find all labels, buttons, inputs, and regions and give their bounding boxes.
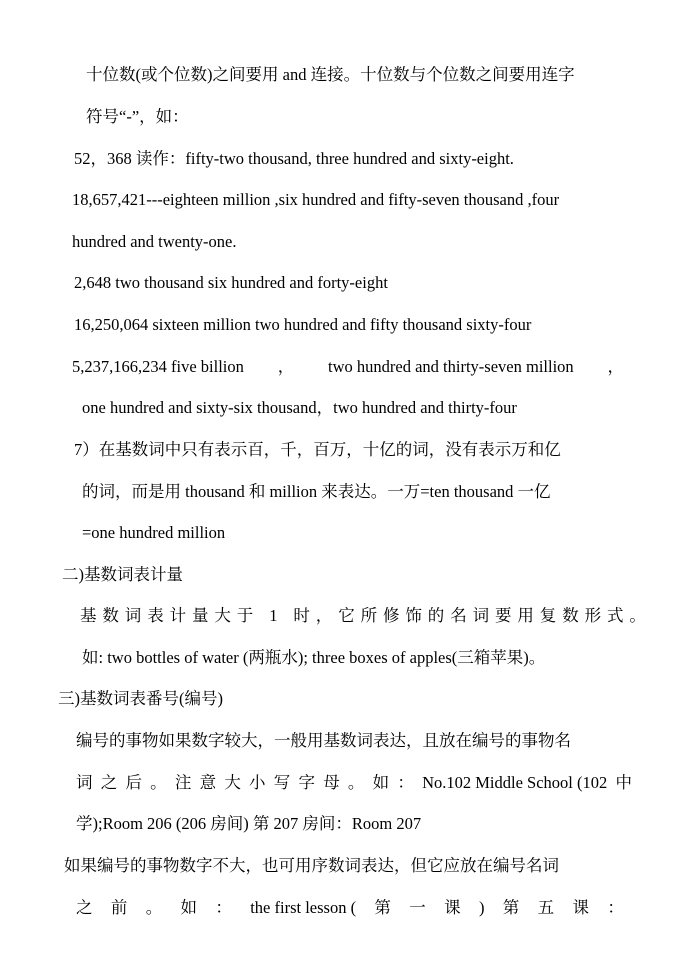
text-line-21-part-6: the first lesson ( [250, 898, 357, 917]
text-line-18-part-15: No.102 Middle School (102 [422, 773, 608, 792]
text-line-4: 18,657,421---eighteen million ,six hundred and fifty-seven thousand ,four [72, 190, 560, 209]
text-line-18-part-16: 中 [615, 773, 632, 792]
text-line-20: 如果编号的事物数字不大，也可用序数词表达，但它应放在编号名词 [64, 856, 559, 875]
text-line-6: 2,648 two thousand six hundred and forty-eight [74, 273, 388, 292]
text-line-21-part-12: 五 [537, 898, 555, 917]
text-line-18-part-7: 大 [224, 773, 241, 792]
text-line-18-part-12: 。 [347, 773, 365, 792]
text-line-18-part-6: 意 [199, 773, 217, 792]
text-line-8 [72, 356, 624, 378]
text-line-18-part-11: 母 [323, 773, 340, 792]
text-line-21-part-7: 第 [374, 898, 391, 917]
text-line-18-part-3: 后 [125, 773, 142, 792]
text-line-21-part-14: ： [607, 898, 624, 917]
section-heading-2: 二)基数词表计量 [62, 565, 183, 584]
text-line-21 [76, 897, 624, 919]
text-line-21-part-2: 前 [110, 898, 128, 917]
text-line-21-part-5: ： [215, 898, 232, 917]
text-line-7: 16,250,064 sixteen million two hundred and fifty thousand sixty-four [74, 315, 532, 334]
text-line-18-part-4: 。 [150, 773, 167, 792]
text-line-9: one hundred and sixty-six thousand，two hundred and thirty-four [82, 398, 517, 417]
text-line-21-part-11: 第 [502, 898, 520, 917]
text-line-8-part-3: two hundred and thirty-seven million [328, 357, 574, 376]
text-line-15: 如: two bottles of water (两瓶水); three boxes of apples(三箱苹果)。 [82, 648, 546, 667]
text-line-1: 十位数(或个位数)之间要用 and 连接。十位数与个位数之间要用连字 [86, 65, 575, 84]
text-line-19: 学);Room 206 (206 房间) 第 207 房间：Room 207 [76, 814, 422, 833]
text-line-10: 7）在基数词中只有表示百，千，百万，十亿的词，没有表示万和亿 [74, 440, 561, 459]
text-line-21-part-9: 课 [444, 898, 461, 917]
text-line-2: 符号“-”，如： [86, 107, 189, 126]
text-line-8-part-4: ， [607, 357, 624, 376]
text-line-3: 52，368 读作：fifty-two thousand, three hundred and sixty-eight. [74, 149, 514, 168]
text-line-21-part-1: 之 [76, 898, 93, 917]
text-line-21-part-8: 一 [409, 898, 426, 917]
text-line-18-part-2: 之 [100, 773, 118, 792]
section-heading-3: 三)基数词表番号(编号) [58, 689, 223, 708]
text-line-11: 的词，而是用 thousand 和 million 来表达。一万=ten thousand 一亿 [82, 482, 551, 501]
text-line-18-part-13: 如 [372, 773, 390, 792]
text-line-17: 编号的事物如果数字较大，一般用基数词表达，且放在编号的事物名 [76, 731, 571, 750]
text-line-21-part-13: 课 [572, 898, 589, 917]
text-line-14: 基数词表计量大于 1 时，它所修饰的名词要用复数形式。 [80, 606, 652, 625]
text-line-18-part-1: 词 [76, 773, 93, 792]
text-line-21-part-3: 。 [145, 898, 163, 917]
text-line-18-part-5: 注 [174, 773, 192, 792]
text-line-18 [76, 772, 632, 794]
text-line-18-part-9: 写 [273, 773, 291, 792]
text-line-12: =one hundred million [82, 523, 226, 542]
text-line-18-part-14: ： [397, 773, 414, 792]
text-line-18-part-10: 字 [298, 773, 315, 792]
text-line-8-part-2: ， [277, 357, 295, 376]
text-line-5: hundred and twenty-one. [72, 232, 237, 251]
text-line-21-part-10: ) [478, 898, 485, 917]
text-line-18-part-8: 小 [249, 773, 266, 792]
text-line-21-part-4: 如 [180, 898, 198, 917]
text-line-8-part-1: 5,237,166,234 five billion [72, 357, 244, 376]
